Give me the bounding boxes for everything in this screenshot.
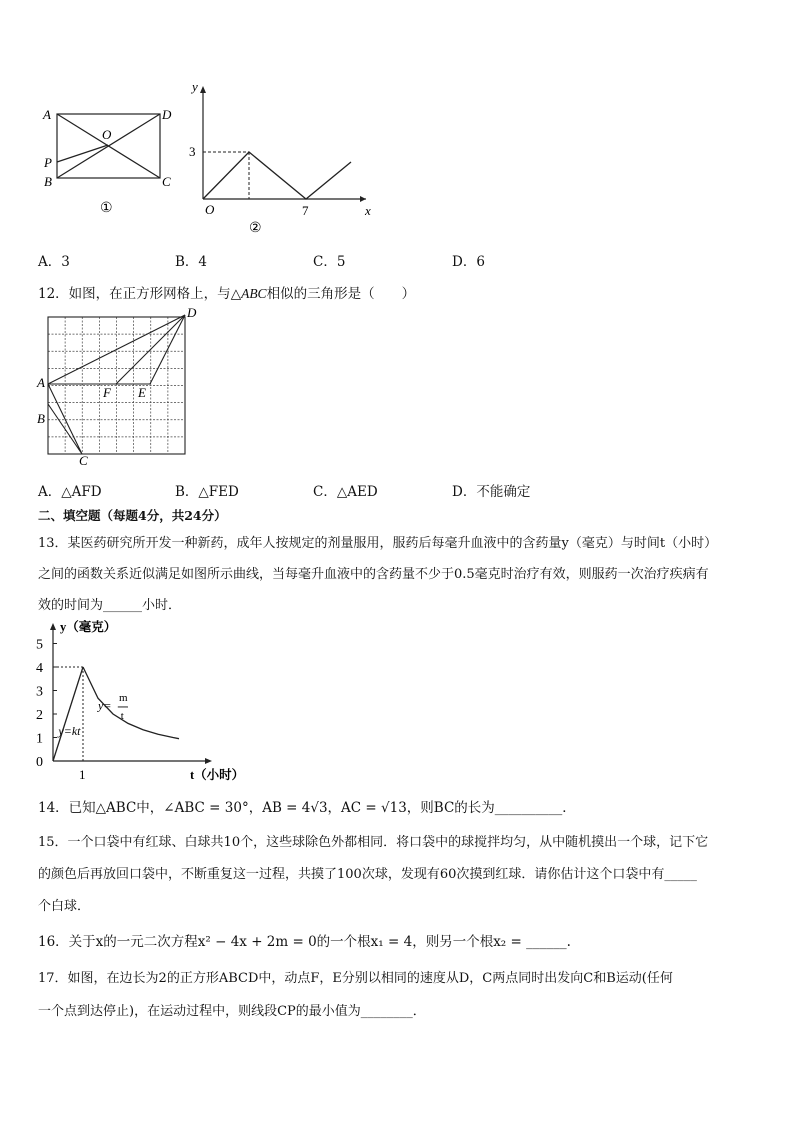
q12-option-c: C．△AED [313,484,378,500]
grid-label-B: B [37,411,45,426]
label-D: D [162,107,172,122]
x-axis-arrow [205,758,212,764]
x-axis-label: t（小时） [190,768,245,782]
label-B: B [44,174,52,189]
grid-label-E: E [138,385,146,400]
y-tick-label: 4 [36,661,43,676]
q11-option-d: D．6 [452,254,485,270]
q15-line2: 的颜色后再放回口袋中，不断重复这一过程，共摸了100次球，发现有60次摸到红球．请你估计这个口袋中有_____ [38,867,697,882]
figure-1-rectangle [38,100,188,220]
caption-2: ② [249,221,262,236]
q12-stem-suffix: 相似的三角形是（ ） [266,286,416,302]
x-tick-7: 7 [302,203,309,218]
q13-line3: 效的时间为______小时． [38,598,182,613]
axis-x-label: x [365,203,371,218]
q15-line3: 个白球． [38,899,91,914]
series-line-linear [53,667,83,761]
section-heading: 二、填空题（每题4分，共24分） [38,508,227,523]
q14-text: 14．已知△ABC中，∠ABC = 30°，AB = 4√3，AC = √13，则BC的长为__________． [38,800,576,816]
caption-1: ① [100,201,113,216]
label-C: C [162,174,171,189]
q12-stem-prefix: 12．如图，在正方形网格上，与 [38,286,231,302]
q12-option-d: D．不能确定 [452,484,531,500]
label-curve-num: m [119,692,128,705]
label-P: P [44,155,52,170]
y-tick-label: 2 [36,708,43,723]
q12-option-a: A．△AFD [38,484,102,500]
q17-line1: 17．如图，在边长为2的正方形ABCD中，动点F，E分别以相同的速度从D，C两点同时出发向C和B运动(任何 [38,971,673,986]
q13-line1: 13．某医药研究所开发一种新药，成年人按规定的剂量服用，服药后每毫升血液中的含药量y（毫克）与时间t（小时） [38,536,718,551]
x-tick-label: 1 [79,767,86,782]
q13-line2: 之间的函数关系近似满足如图所示曲线，当每毫升血液中的含药量不少于0.5毫克时治疗有效，则服药一次治疗疾病有 [38,567,709,582]
y-tick-label: 3 [36,684,43,700]
origin-label: O [205,202,215,217]
y-tick-label: 5 [36,637,43,653]
y-tick-label: 1 [36,731,43,747]
q17-line2: 一个点到达停止)，在运动过程中，则线段CP的最小值为________． [38,1004,426,1019]
figure-2-graph [180,78,380,238]
figure-grid [36,305,206,467]
q12-stem [38,282,415,302]
q12-option-b: B．△FED [175,484,239,500]
axis-y-label: y [192,79,198,94]
q16-text: 16．关于x的一元二次方程x² − 4x + 2m = 0的一个根x₁ = 4，则另一个根x₂ = ______. [38,934,571,950]
label-linear: y=kt [58,724,81,739]
grid-label-F: F [103,385,111,400]
q11-option-c: C．5 [313,254,346,270]
q15-line1: 15．一个口袋中有红球、白球共10个，这些球除色外都相同．将口袋中的球搅拌均匀，从中随机摸出一个球，记下它 [38,835,709,850]
q11-option-a: A．3 [38,254,70,270]
label-A: A [43,107,51,122]
q12-stem-triangle: △ABC [230,286,267,301]
grid-label-D: D [187,305,197,320]
grid-label-A: A [37,375,45,390]
label-curve-den: t [120,710,124,723]
y-tick-label: 0 [36,755,43,770]
label-curve: y= [98,698,112,713]
q11-option-b: B．4 [175,254,208,270]
y-axis-arrow [50,623,56,630]
label-O: O [102,127,112,142]
y-axis-label: y（毫克） [60,620,117,634]
grid-label-C: C [79,453,88,467]
y-tick-3: 3 [189,144,196,159]
q13-chart [30,615,260,785]
